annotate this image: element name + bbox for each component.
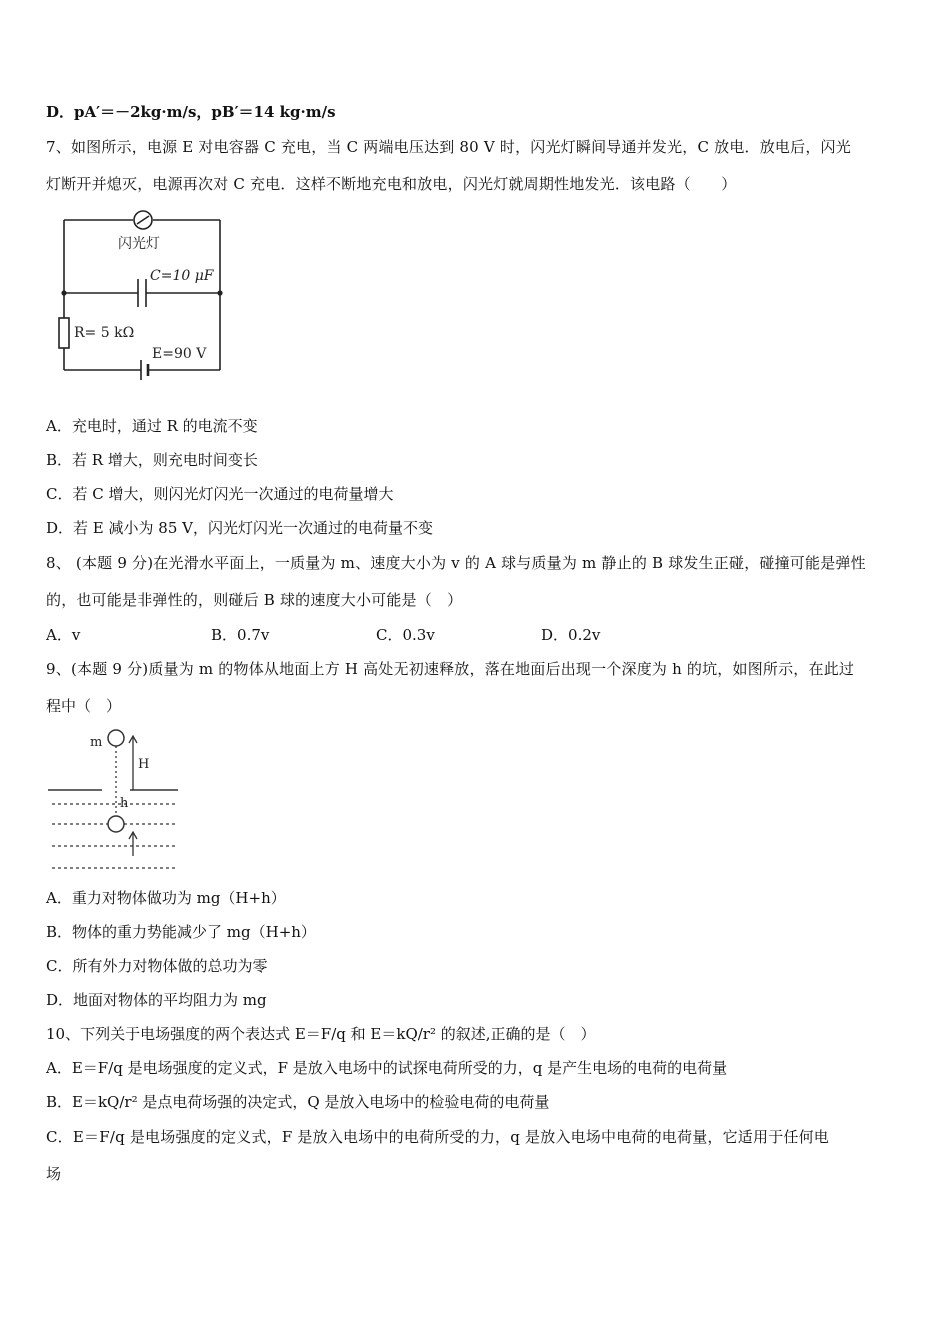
q9-stem-line-1: 9、(本题 9 分)质量为 m 的物体从地面上方 H 高处无初速释放，落在地面后出现一个深度为 h 的坑，如图所示，在此过 <box>46 660 855 678</box>
q9-ball-top <box>108 730 124 746</box>
q9-ball-bottom <box>108 816 124 832</box>
q10-option-c: C．E＝F/q 是电场强度的定义式，F 是放入电场中的电荷所受的力，q 是放入电场中电荷的电荷量，它适用于任何电 <box>46 1128 830 1146</box>
q7-source-label: E=90 V <box>152 346 207 362</box>
q9-option-d: D．地面对物体的平均阻力为 mg <box>46 991 267 1009</box>
q9-falling-object-figure <box>44 724 184 876</box>
q7-resistor-label: R= 5 kΩ <box>74 325 135 341</box>
q7-junction-right <box>217 290 222 295</box>
q7-option-d: D．若 E 减小为 85 V，闪光灯闪光一次通过的电荷量不变 <box>46 519 433 537</box>
q7-circuit-figure <box>56 206 228 386</box>
q7-junction-left <box>61 290 66 295</box>
q9-option-b: B．物体的重力势能减少了 mg（H+h） <box>46 923 316 941</box>
q10-option-c-continued: 场 <box>46 1165 62 1183</box>
q9-height-label: H <box>138 757 150 772</box>
q7-option-a: A．充电时，通过 R 的电流不变 <box>46 417 258 435</box>
q8-stem-line-2: 的，也可能是非弹性的，则碰后 B 球的速度大小可能是（ ） <box>46 591 463 609</box>
q7-stem-line-1: 7、如图所示，电源 E 对电容器 C 充电，当 C 两端电压达到 80 V 时，闪光灯瞬间导通并发光，C 放电．放电后，闪光 <box>46 138 851 156</box>
q8-options-row <box>0 624 950 646</box>
q9-option-a: A．重力对物体做功为 mg（H+h） <box>46 889 286 907</box>
q7-option-b: B．若 R 增大，则充电时间变长 <box>46 451 258 469</box>
q8-option-b: B．0.7v <box>211 626 270 644</box>
q8-option-c: C．0.3v <box>376 626 435 644</box>
q6-option-d: D．pA′＝－2kg·m/s，pB′＝14 kg·m/s <box>46 103 336 121</box>
q9-stem-line-2: 程中（ ） <box>46 697 122 715</box>
q7-lamp-label: 闪光灯 <box>118 236 160 252</box>
q9-mass-label: m <box>90 735 103 750</box>
q10-option-a: A．E＝F/q 是电场强度的定义式，F 是放入电场中的试探电荷所受的力，q 是产生电场的电荷的电荷量 <box>46 1059 728 1077</box>
q8-stem-line-1: 8、 (本题 9 分)在光滑水平面上，一质量为 m、速度大小为 v 的 A 球与质量为 m 静止的 B 球发生正碰，碰撞可能是弹性 <box>46 554 866 572</box>
q9-depth-label: h <box>120 796 129 811</box>
q7-capacitor-label: C=10 μF <box>150 268 214 284</box>
q10-option-b: B．E＝kQ/r² 是点电荷场强的决定式，Q 是放入电场中的检验电荷的电荷量 <box>46 1093 550 1111</box>
q8-option-d: D．0.2v <box>541 626 601 644</box>
q7-stem-line-2: 灯断开并熄灭，电源再次对 C 充电．这样不断地充电和放电，闪光灯就周期性地发光．该电路（ ） <box>46 175 737 193</box>
q10-stem: 10、下列关于电场强度的两个表达式 E＝F/q 和 E＝kQ/r² 的叙述,正确的是（ ） <box>46 1025 596 1043</box>
q7-option-c: C．若 C 增大，则闪光灯闪光一次通过的电荷量增大 <box>46 485 394 503</box>
q9-option-c: C．所有外力对物体做的总功为零 <box>46 957 268 975</box>
q8-option-a: A．v <box>46 626 81 644</box>
